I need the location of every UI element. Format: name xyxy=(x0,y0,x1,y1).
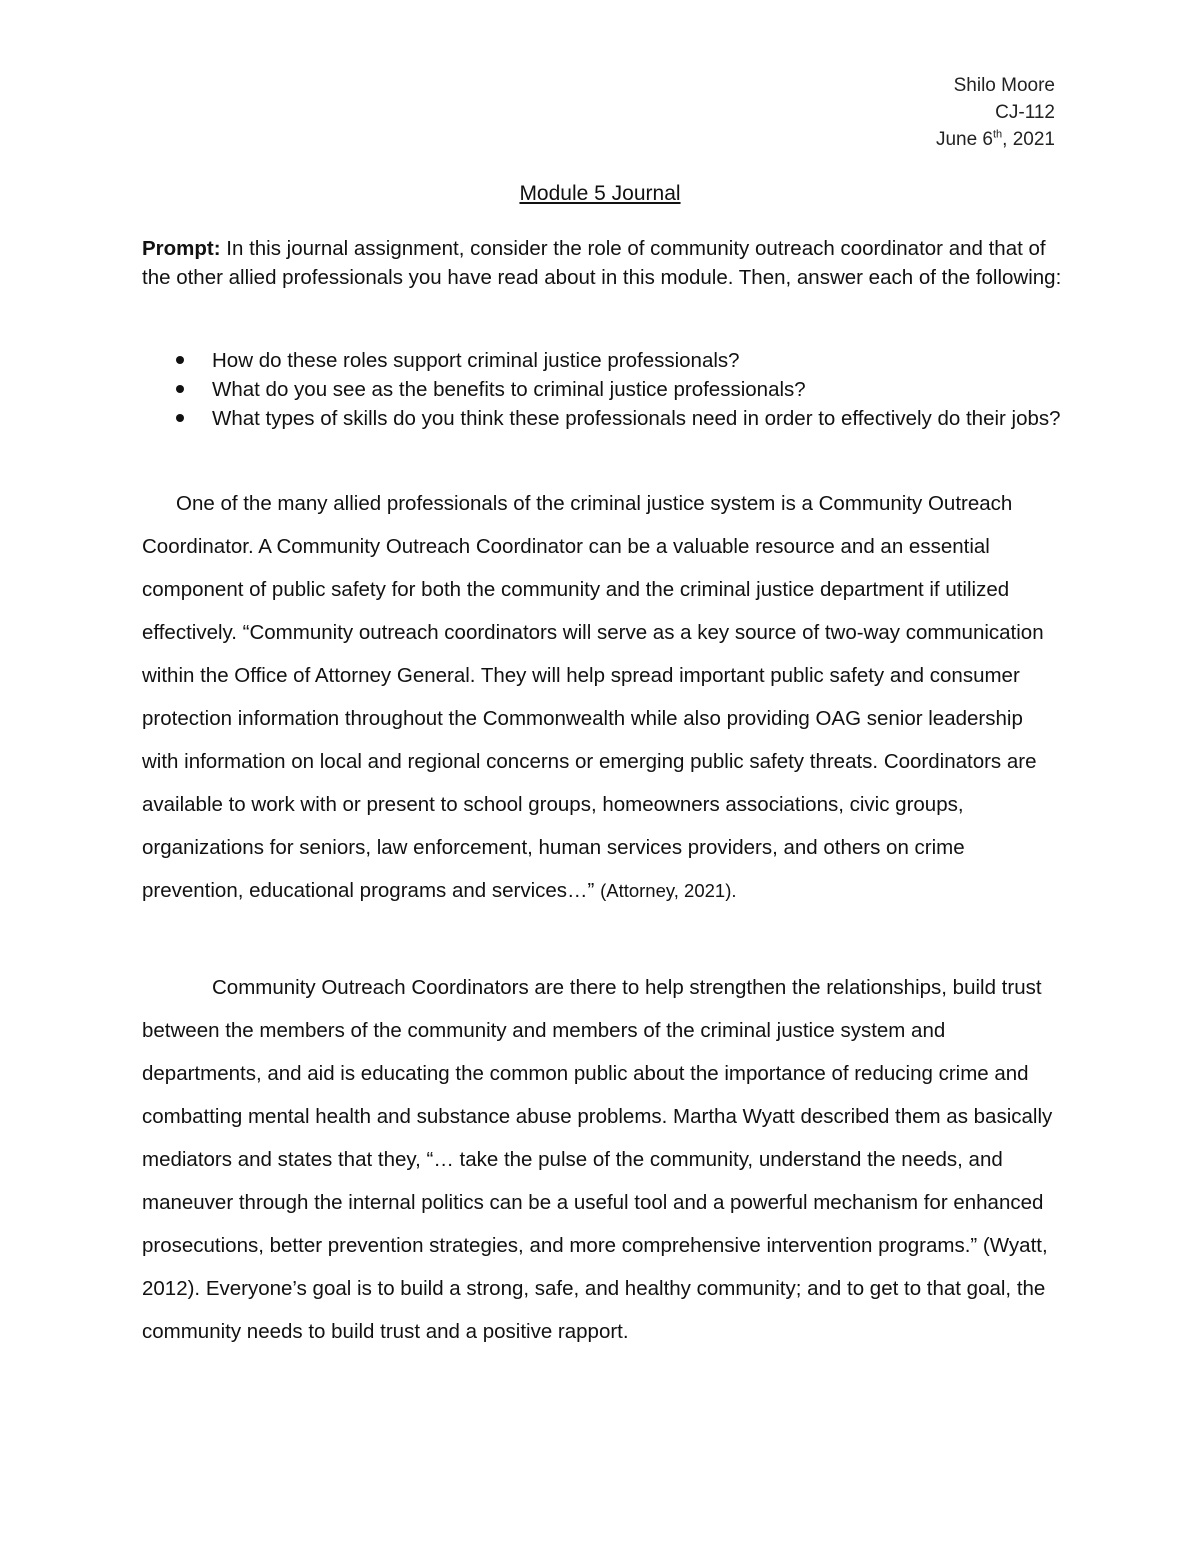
bullet-icon xyxy=(176,356,184,364)
prompt-text: In this journal assignment, consider the role of community outreach coordinator and that of the other allied professionals you have read about in this module. Then, answer each of the following: xyxy=(142,237,1062,289)
citation: (Attorney, 2021). xyxy=(600,880,737,901)
bullet-icon xyxy=(176,385,184,393)
document-title: Module 5 Journal xyxy=(519,182,681,205)
prompt-block xyxy=(142,234,1062,292)
course-code: CJ-112 xyxy=(995,102,1055,123)
bullet-icon xyxy=(176,414,184,422)
prompt-label: Prompt: xyxy=(142,237,221,260)
document-date xyxy=(936,126,1055,153)
list-item xyxy=(142,375,1062,404)
date-year: , 2021 xyxy=(1002,129,1055,150)
list-item xyxy=(142,346,1062,375)
question-text: How do these roles support criminal justice professionals? xyxy=(212,349,740,372)
date-ordinal-suffix: th xyxy=(992,128,1003,141)
question-text: What types of skills do you think these professionals need in order to effectively do their jobs? xyxy=(212,407,1061,430)
list-item xyxy=(142,404,1062,433)
body-paragraph-2 xyxy=(142,966,1062,1353)
question-text: What do you see as the benefits to criminal justice professionals? xyxy=(212,378,806,401)
author-name: Shilo Moore xyxy=(953,75,1055,96)
question-list xyxy=(142,346,1062,433)
header-block xyxy=(936,72,1055,153)
date-month-day: June 6 xyxy=(935,129,993,150)
paragraph-text: Community Outreach Coordinators are there to help strengthen the relationships, build trust between the members of the community and members of the criminal justice system and departments, and aid is educating the common public about the importance of reducing crime and combatting mental health and substance abuse problems. Martha Wyatt described them as basically mediators and states that they, “… take the pulse of the community, understand the needs, and maneuver through the internal politics can be a useful tool and a powerful mechanism for enhanced prosecutions, better prevention strategies, and more comprehensive intervention programs.” (Wyatt, 2012). Everyone’s goal is to build a strong, safe, and healthy community; and to get to that goal, the community needs to build trust and a positive rapport. xyxy=(142,976,1053,1343)
body-paragraph-1 xyxy=(142,482,1062,912)
paragraph-text: One of the many allied professionals of the criminal justice system is a Community Outreach Coordinator. A Community Outreach Coordinator can be a valuable resource and an essential component of public safety for both the community and the criminal justice department if utilized effectively. “Community outreach coordinators will serve as a key source of two-way communication within the Office of Attorney General. They will help spread important public safety and consumer protection information throughout the Commonwealth while also providing OAG senior leadership with information on local and regional concerns or emerging public safety threats. Coordinators are available to work with or present to school groups, homeowners associations, civic groups, organizations for seniors, law enforcement, human services providers, and others on crime prevention, educational programs and services…” xyxy=(142,492,1044,902)
